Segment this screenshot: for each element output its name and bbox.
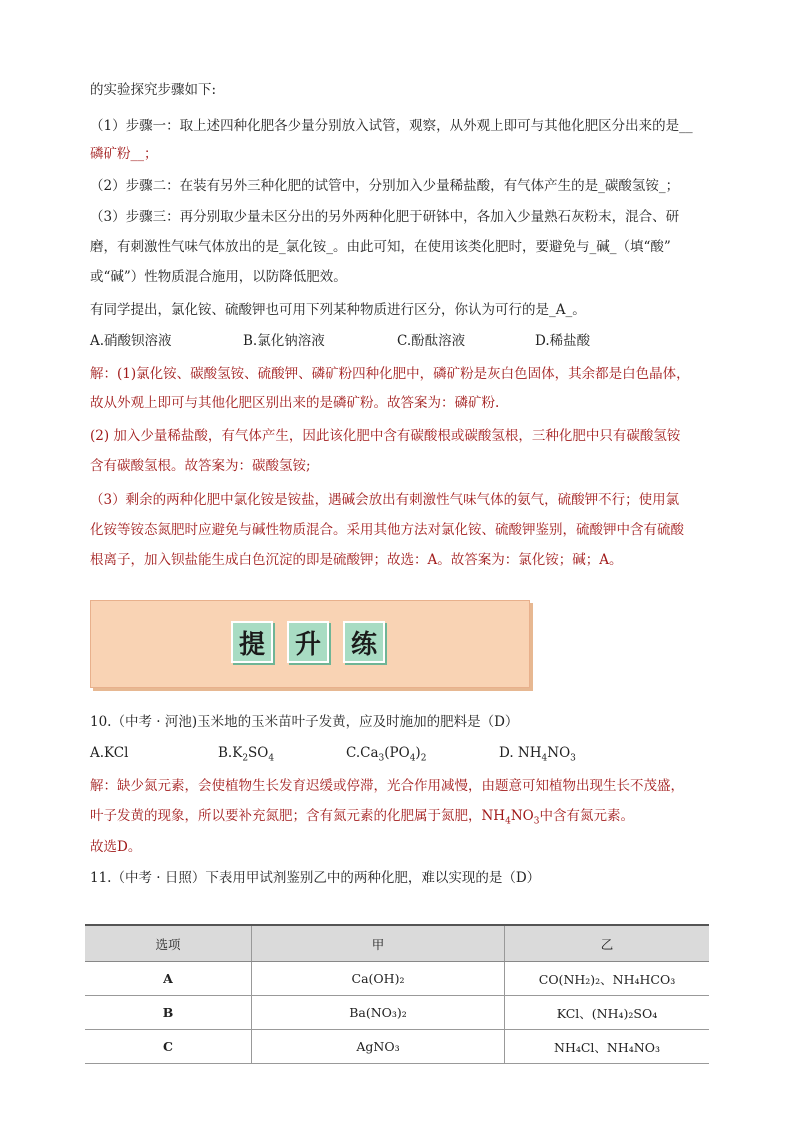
solution-line-5: （3）剩余的两种化肥中氯化铵是铵盐，遇碱会放出有刺激性气味气体的氨气，硫酸钾不行；使用氯 [90, 492, 680, 508]
question-line: 有同学提出，氯化铵、硫酸钾也可用下列某种物质进行区分，你认为可行的是_A_。 [90, 302, 586, 318]
solution-line-3: (2) 加入少量稀盐酸，有气体产生，因此该化肥中含有碳酸根或碳酸氢根，三种化肥中只有碳酸氢铵 [90, 428, 681, 444]
banner-char-2: 升 [287, 621, 329, 663]
step-3-line-a: （3）步骤三：再分别取少量未区分出的另外两种化肥于研钵中，各加入少量熟石灰粉末，混合、研 [90, 209, 680, 225]
step-1-line-b: 磷矿粉__； [90, 146, 158, 162]
row-option: C [85, 1030, 252, 1064]
option-c: C.酚酞溶液 [397, 333, 466, 349]
solution-line-1: 解：(1)氯化铵、碳酸氢铵、硫酸钾、磷矿粉四种化肥中，磷矿粉是灰白色固体，其余都是白色晶体， [90, 366, 690, 382]
banner-char-3: 练 [343, 621, 385, 663]
table-row [85, 1030, 709, 1064]
row-option: B [85, 996, 252, 1030]
q10-solution-line-1: 解：缺少氮元素，会使植物生长发育迟缓或停滞，光合作用减慢，由题意可知植物出现生长不茂盛， [90, 778, 684, 794]
q10-solution-line-2: 叶子发黄的现象，所以要补充氮肥；含有氮元素的化肥属于氮肥，$NH_4NO_3$中含有氮元素。 [90, 808, 634, 827]
steps-intro: 的实验探究步骤如下: [90, 82, 217, 98]
header-option: 选项 [85, 925, 252, 962]
row-yi: NH₄Cl、NH₄NO₃ [505, 1030, 710, 1064]
q11-stem: 11.（中考 · 日照）下表用甲试剂鉴别乙中的两种化肥，难以实现的是（D） [90, 870, 541, 886]
step-2-line: （2）步骤二：在装有另外三种化肥的试管中，分别加入少量稀盐酸，有气体产生的是_碳酸氢铵_； [90, 178, 680, 194]
solution-line-2: 故从外观上即可与其他化肥区别出来的是磷矿粉。故答案为：磷矿粉. [90, 395, 500, 411]
q10-option-a: A.KCl [90, 745, 129, 761]
q10-stem: 10.（中考 · 河池)玉米地的玉米苗叶子发黄，应及时施加的肥料是（D） [90, 714, 519, 730]
table-header-row [85, 925, 709, 962]
row-yi: KCl、(NH₄)₂SO₄ [505, 996, 710, 1030]
row-jia: Ca(OH)₂ [252, 962, 505, 996]
row-jia: Ba(NO₃)₂ [252, 996, 505, 1030]
q10-solution-line-3: 故选D。 [90, 839, 142, 855]
solution-line-6: 化铵等铵态氮肥时应避免与碱性物质混合。采用其他方法对氯化铵、硫酸钾鉴别，硫酸钾中含有硫酸 [90, 522, 684, 538]
solution-line-7: 根离子，加入钡盐能生成白色沉淀的即是硫酸钾；故选：A。故答案为：氯化铵；碱；A。 [90, 552, 623, 568]
row-yi: CO(NH₂)₂、NH₄HCO₃ [505, 962, 710, 996]
banner-char-1: 提 [231, 621, 273, 663]
row-option: A [85, 962, 252, 996]
q10-option-b: $B.K_2SO_4$ [218, 745, 275, 764]
q10-option-c: $C.Ca_3(PO_4)_2$ [346, 745, 427, 764]
option-b: B.氯化钠溶液 [243, 333, 325, 349]
option-a: A.硝酸钡溶液 [90, 333, 172, 349]
option-d: D.稀盐酸 [535, 333, 591, 349]
table-row [85, 962, 709, 996]
header-yi: 乙 [505, 925, 710, 962]
step-3-line-c: 或“碱”）性物质混合施用，以防降低肥效。 [90, 269, 347, 285]
header-jia: 甲 [252, 925, 505, 962]
solution-line-4: 含有碳酸氢根。故答案为：碳酸氢铵; [90, 458, 311, 474]
section-banner [90, 600, 530, 688]
q11-table [85, 924, 709, 1064]
q10-option-d: D. $NH_4NO_3$ [499, 745, 576, 764]
step-1-line-a: （1）步骤一：取上述四种化肥各少量分别放入试管，观察，从外观上即可与其他化肥区分出来的是__ [90, 118, 693, 134]
table-row [85, 996, 709, 1030]
row-jia: AgNO₃ [252, 1030, 505, 1064]
step-3-line-b: 磨，有刺激性气味气体放出的是_氯化铵_。由此可知，在使用该类化肥时，要避免与_碱_（填“酸” [90, 239, 671, 255]
